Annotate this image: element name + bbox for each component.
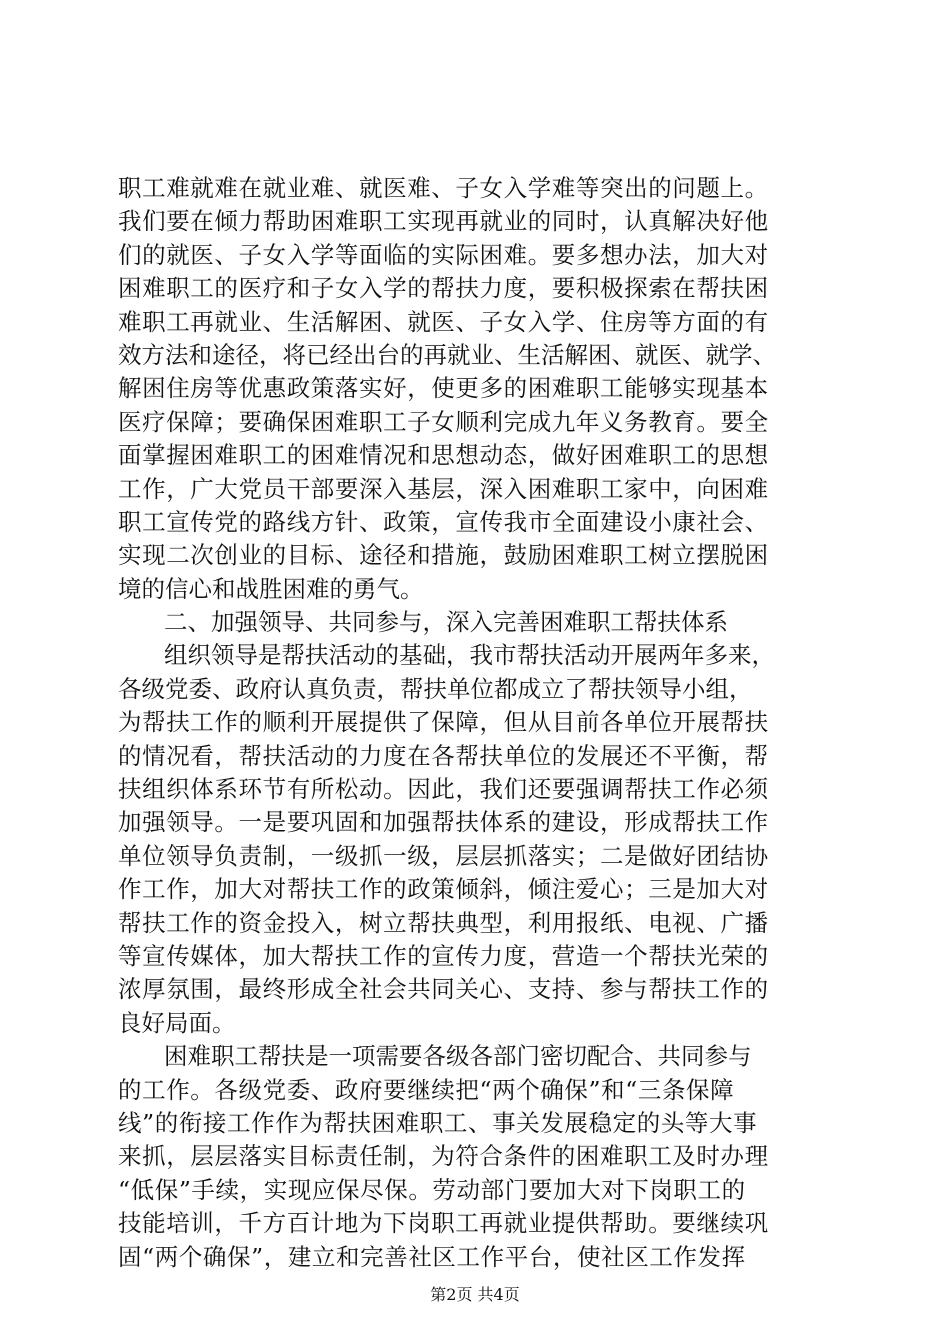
text-line: 解困住房等优惠政策落实好，使更多的困难职工能够实现基本 xyxy=(118,374,769,403)
text-line: 扶组织体系环节有所松动。因此，我们还要强调帮扶工作必须 xyxy=(118,775,769,804)
text-line: 面掌握困难职工的困难情况和思想动态，做好困难职工的思想 xyxy=(118,441,769,470)
text-line: 线”的衔接工作作为帮扶困难职工、事关发展稳定的头等大事 xyxy=(118,1108,758,1137)
text-line: 职工难就难在就业难、就医难、子女入学难等突出的问题上。 xyxy=(118,174,769,202)
text-line: 技能培训，千方百计地为下岗职工再就业提供帮助。要继续巩 xyxy=(118,1209,769,1238)
text-line: 的情况看，帮扶活动的力度在各帮扶单位的发展还不平衡，帮 xyxy=(118,741,769,770)
page-number-footer: 第2页 共4页 xyxy=(430,1285,520,1304)
text-line: 为帮扶工作的顺利开展提供了保障，但从目前各单位开展帮扶 xyxy=(118,708,769,737)
text-line: 职工宣传党的路线方针、政策，宣传我市全面建设小康社会、 xyxy=(118,507,769,536)
text-line: 实现二次创业的目标、途径和措施，鼓励困难职工树立摆脱困 xyxy=(118,541,769,570)
text-line: 组织领导是帮扶活动的基础，我市帮扶活动开展两年多来， xyxy=(164,641,775,670)
text-line: 固“两个确保”，建立和完善社区工作平台，使社区工作发挥 xyxy=(118,1242,746,1271)
text-line: 各级党委、政府认真负责，帮扶单位都成立了帮扶领导小组， xyxy=(118,674,753,703)
text-line: 难职工再就业、生活解困、就医、子女入学、住房等方面的有 xyxy=(118,307,769,336)
text-line: 良好局面。 xyxy=(118,1008,236,1037)
text-line: 单位领导负责制，一级抓一级，层层抓落实；二是做好团结协 xyxy=(118,841,769,870)
document-body xyxy=(118,172,838,1274)
text-line: 困难职工帮扶是一项需要各级各部门密切配合、共同参与 xyxy=(164,1042,752,1071)
text-line: 境的信心和战胜困难的勇气。 xyxy=(118,574,424,603)
text-line: “低保”手续，实现应保尽保。劳动部门要加大对下岗职工的 xyxy=(118,1175,746,1204)
text-line: 作工作，加大对帮扶工作的政策倾斜，倾注爱心；三是加大对 xyxy=(118,875,769,904)
text-line: 工作，广大党员干部要深入基层，深入困难职工家中，向困难 xyxy=(118,474,769,503)
text-line: 帮扶工作的资金投入，树立帮扶典型，利用报纸、电视、广播 xyxy=(118,908,769,937)
text-line: 我们要在倾力帮助困难职工实现再就业的同时，认真解决好他 xyxy=(118,207,769,236)
text-line: 等宣传媒体，加大帮扶工作的宣传力度，营造一个帮扶光荣的 xyxy=(118,941,769,970)
text-line: 来抓，层层落实目标责任制，为符合条件的困难职工及时办理 xyxy=(118,1142,769,1171)
text-line: 困难职工的医疗和子女入学的帮扶力度，要积极探索在帮扶困 xyxy=(118,274,769,303)
text-line: 浓厚氛围，最终形成全社会共同关心、支持、参与帮扶工作的 xyxy=(118,975,769,1004)
text-line: 医疗保障；要确保困难职工子女顺利完成九年义务教育。要全 xyxy=(118,407,769,436)
text-line: 的工作。各级党委、政府要继续把“两个确保”和“三条保障 xyxy=(118,1075,735,1104)
text-line: 效方法和途径，将已经出台的再就业、生活解困、就医、就学、 xyxy=(118,340,776,369)
text-line: 们的就医、子女入学等面临的实际困难。要多想办法，加大对 xyxy=(118,240,769,269)
text-line: 加强领导。一是要巩固和加强帮扶体系的建设，形成帮扶工作 xyxy=(118,808,769,837)
section-heading: 二、加强领导、共同参与，深入完善困难职工帮扶体系 xyxy=(164,608,728,637)
